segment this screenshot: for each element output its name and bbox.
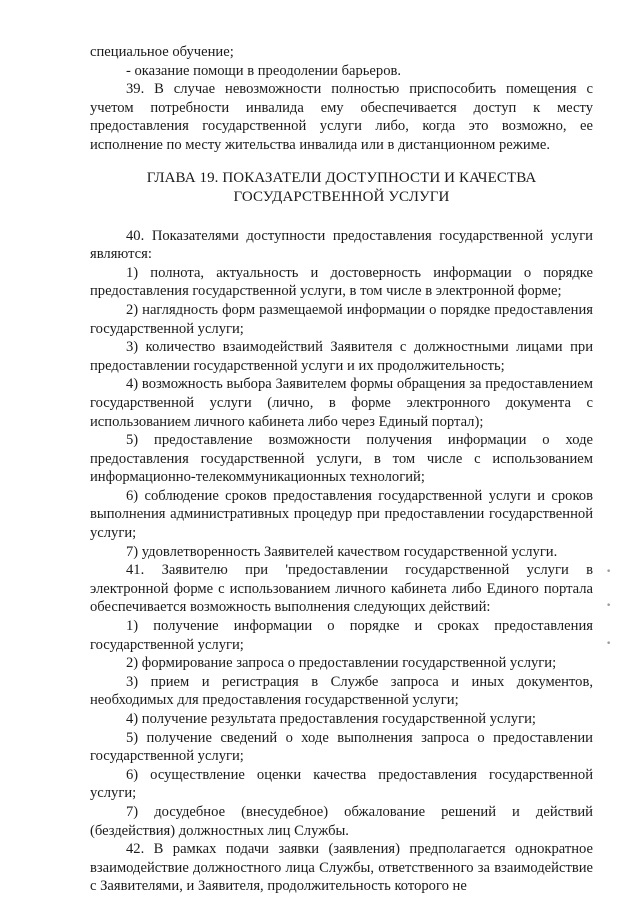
chapter-heading-line-1: ГЛАВА 19. ПОКАЗАТЕЛИ ДОСТУПНОСТИ И КАЧЕСТВА — [146, 169, 537, 186]
list-item-41-2: 2) формирование запроса о предоставлении государственной услуги; — [126, 655, 557, 672]
document-body — [90, 43, 593, 896]
list-item-40-7: 7) удовлетворенность Заявителей качеством государственной услуги. — [126, 543, 558, 560]
list-item-40-6: 6) соблюдение сроков предоставления государственной услуги и сроков выполнения административных процедур при предоставлении государственной услуги; — [90, 487, 593, 542]
list-item-40-4: 4) возможность выбора Заявителем формы обращения за предоставлением государственной услуги (лично, в форме электронного документа с использованием личного кабинета либо через Единый портал); — [90, 376, 593, 430]
scan-speck-mark: • — [606, 601, 612, 611]
chapter-heading — [90, 169, 593, 207]
list-item-41-7: 7) досудебное (внесудебное) обжалование решений и действий (бездействия) должностных лиц Службы. — [90, 803, 593, 839]
paragraph-41: 41. Заявителю при 'предоставлении государственной услуги в электронной форме с использованием личного кабинета либо Единого портала обеспечивается возможность выполнения следующих действий: — [90, 562, 593, 616]
scan-speck-mark: • — [606, 567, 612, 577]
list-item-40-1: 1) полнота, актуальность и достоверность информации о порядке предоставления государственной услуги, в том числе в электронной форме; — [90, 264, 593, 300]
list-item-40-5: 5) предоставление возможности получения информации о ходе предоставления государственной услуги, в том числе с использованием информационно-телекоммуникационных технологий; — [90, 432, 593, 486]
list-item-41-6: 6) осуществление оценки качества предоставления государственной услуги; — [90, 766, 593, 802]
list-item-40-3: 3) количество взаимодействий Заявителя с должностными лицами при предоставлении государственной услуги и их продолжительность; — [90, 339, 593, 374]
paragraph-42: 42. В рамках подачи заявки (заявления) предполагается однократное взаимодействие должностного лица Службы, ответственного за взаимодействие с Заявителями, и Заявителя, продолжительность которого не — [90, 841, 593, 895]
chapter-heading-line-2: ГОСУДАРСТВЕННОЙ УСЛУГИ — [233, 188, 450, 205]
list-item-40-2: 2) наглядность форм размещаемой информации о порядке предоставления государственной услуги; — [90, 301, 593, 337]
paragraph-39: 39. В случае невозможности полностью приспособить помещения с учетом потребности инвалида ему обеспечивается доступ к месту предоставления государственной услуги либо, когда это возможно, ее исполнение по месту жительства инвалида или в дистанционном режиме. — [90, 81, 593, 153]
paragraph-top-1: - оказание помощи в преодолении барьеров. — [126, 62, 402, 79]
list-item-41-4: 4) получение результата предоставления государственной услуги; — [126, 711, 536, 727]
list-item-41-5: 5) получение сведений о ходе выполнения запроса о предоставлении государственной услуги; — [90, 729, 593, 765]
list-item-41-1: 1) получение информации о порядке и сроках предоставления государственной услуги; — [90, 618, 593, 653]
paragraph-top-0: специальное обучение; — [90, 44, 234, 60]
list-item-41-3: 3) прием и регистрация в Службе запроса и иных документов, необходимых для предоставления государственной услуги; — [90, 673, 593, 709]
scan-speck-mark: • — [606, 639, 612, 649]
paragraph-40: 40. Показателями доступности предоставления государственной услуги являются: — [90, 227, 593, 263]
